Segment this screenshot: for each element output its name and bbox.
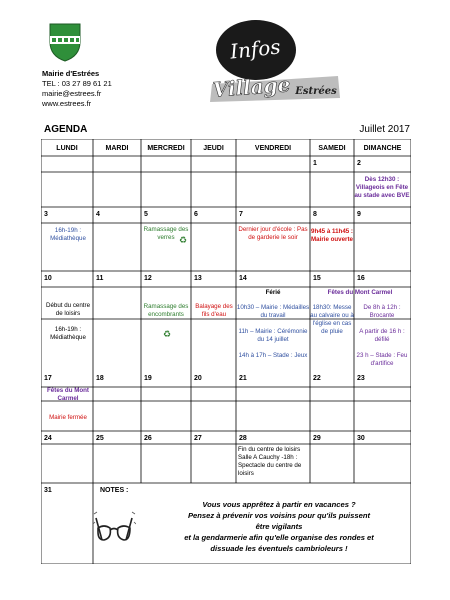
notes-line: dissuade les éventuels cambrioleurs ! (210, 544, 348, 553)
event-16: De 8h à 12h : Brocante A partir de 16 h : défilé 23 h – Stade : Feu d'artifice (356, 304, 408, 367)
recycle-icon: ♻ (162, 329, 172, 339)
day-number: 10 (44, 275, 52, 282)
event-14-title: Férié (265, 289, 281, 296)
day-header: MARDI (105, 145, 129, 152)
event-7: Dernier jour d'école : Pas de garderie le soir (238, 226, 308, 241)
day-number: 25 (96, 435, 104, 442)
day-number: 15 (313, 275, 321, 282)
day-header: SAMEDI (318, 145, 346, 152)
event-3: 16h-19h : Médiathèque (50, 227, 86, 242)
day-header: DIMANCHE (363, 145, 402, 152)
logo-estrees: Estrées (295, 86, 337, 97)
notes-text (150, 499, 408, 554)
day-number: 1 (313, 160, 317, 167)
notes-line: Pensez à prévenir vos voisins pour qu'ils puissent (187, 511, 370, 520)
day-number: 20 (194, 375, 202, 382)
day-number: 22 (313, 375, 321, 382)
event-10: Début du centre de loisirs 16h-19h : Médiathèque (45, 302, 91, 341)
event-28: Fin du centre de loisirs Salle A Cauchy -18h : Spectacle du centre de loisirs (238, 446, 302, 477)
day-number: 18 (96, 375, 104, 382)
event-13: Balayage des fils d'eau (195, 303, 233, 318)
notes-line: Vous vous apprêtez à partir en vacances ? (202, 500, 356, 509)
event-5-text: Ramassage des verres (143, 226, 189, 241)
day-number: 3 (44, 211, 48, 218)
day-number: 17 (44, 375, 52, 382)
day-number: 27 (194, 435, 202, 442)
agenda-title: AGENDA (44, 124, 88, 135)
notes-line: et la gendarmerie afin qu'elle organise des rondes et (184, 533, 374, 542)
day-header: VENDREDI (254, 145, 292, 152)
day-number: 6 (194, 211, 198, 218)
day-header: JEUDI (203, 145, 224, 152)
contact-block (42, 69, 112, 109)
day-number: 12 (144, 275, 152, 282)
day-number: 19 (144, 375, 152, 382)
day-number: 29 (313, 435, 321, 442)
event-15: 18h30: Messe au calvaire ou à l'église en cas de pluie (310, 304, 354, 335)
day-number: 26 (144, 435, 152, 442)
day-number: 28 (239, 435, 247, 442)
day-number: 5 (144, 211, 148, 218)
event-17: Mairie fermée (49, 414, 87, 421)
logo-village: Village (211, 72, 292, 102)
day-number: 14 (239, 275, 247, 282)
crest-icon (48, 22, 82, 62)
day-number: 30 (357, 435, 365, 442)
notes-label: NOTES : (100, 487, 129, 494)
event-2: Dès 12h30 : Villageois en Fête au stade avec BVE (354, 176, 410, 199)
day-number: 16 (357, 275, 365, 282)
mairie-name: Mairie d'Estrées (42, 69, 100, 78)
day-number: 13 (194, 275, 202, 282)
day-number: 11 (96, 275, 104, 282)
logo-infos: Infos (228, 34, 282, 64)
notes-line: être vigilants (255, 522, 303, 531)
phone: TEL : 03 27 89 61 21 (42, 79, 112, 88)
day-header: LUNDI (56, 145, 78, 152)
day-number: 2 (357, 160, 361, 167)
day-header: MERCREDI (147, 145, 185, 152)
day-number: 9 (357, 211, 361, 218)
day-number: 31 (44, 487, 52, 494)
event-12: Ramassage des encombrants (143, 303, 189, 318)
glasses-icon (92, 510, 136, 550)
recycle-icon: ♻ (178, 235, 188, 245)
day-number: 24 (44, 435, 52, 442)
day-number: 21 (239, 375, 247, 382)
day-number: 4 (96, 211, 100, 218)
email[interactable]: mairie@estrees.fr (42, 89, 102, 98)
day-number: 7 (239, 211, 243, 218)
event-8: 9h45 à 11h45 : Mairie ouverte (311, 228, 353, 243)
day-number: 23 (357, 375, 365, 382)
infos-village-logo (206, 18, 344, 110)
website[interactable]: www.estrees.fr (42, 99, 92, 108)
event-17-title: Fêtes du Mont Carmel (47, 387, 89, 402)
event-15-16-title: Fêtes du Mont Carmel (327, 289, 393, 296)
month-label: Juillet 2017 (359, 124, 410, 135)
event-14: 10h30 – Mairie : Médailles du travail 11h – Mairie : Cérémonie du 14 juillet 14h à 17h – Stade : Jeux (236, 304, 310, 359)
day-number: 8 (313, 211, 317, 218)
